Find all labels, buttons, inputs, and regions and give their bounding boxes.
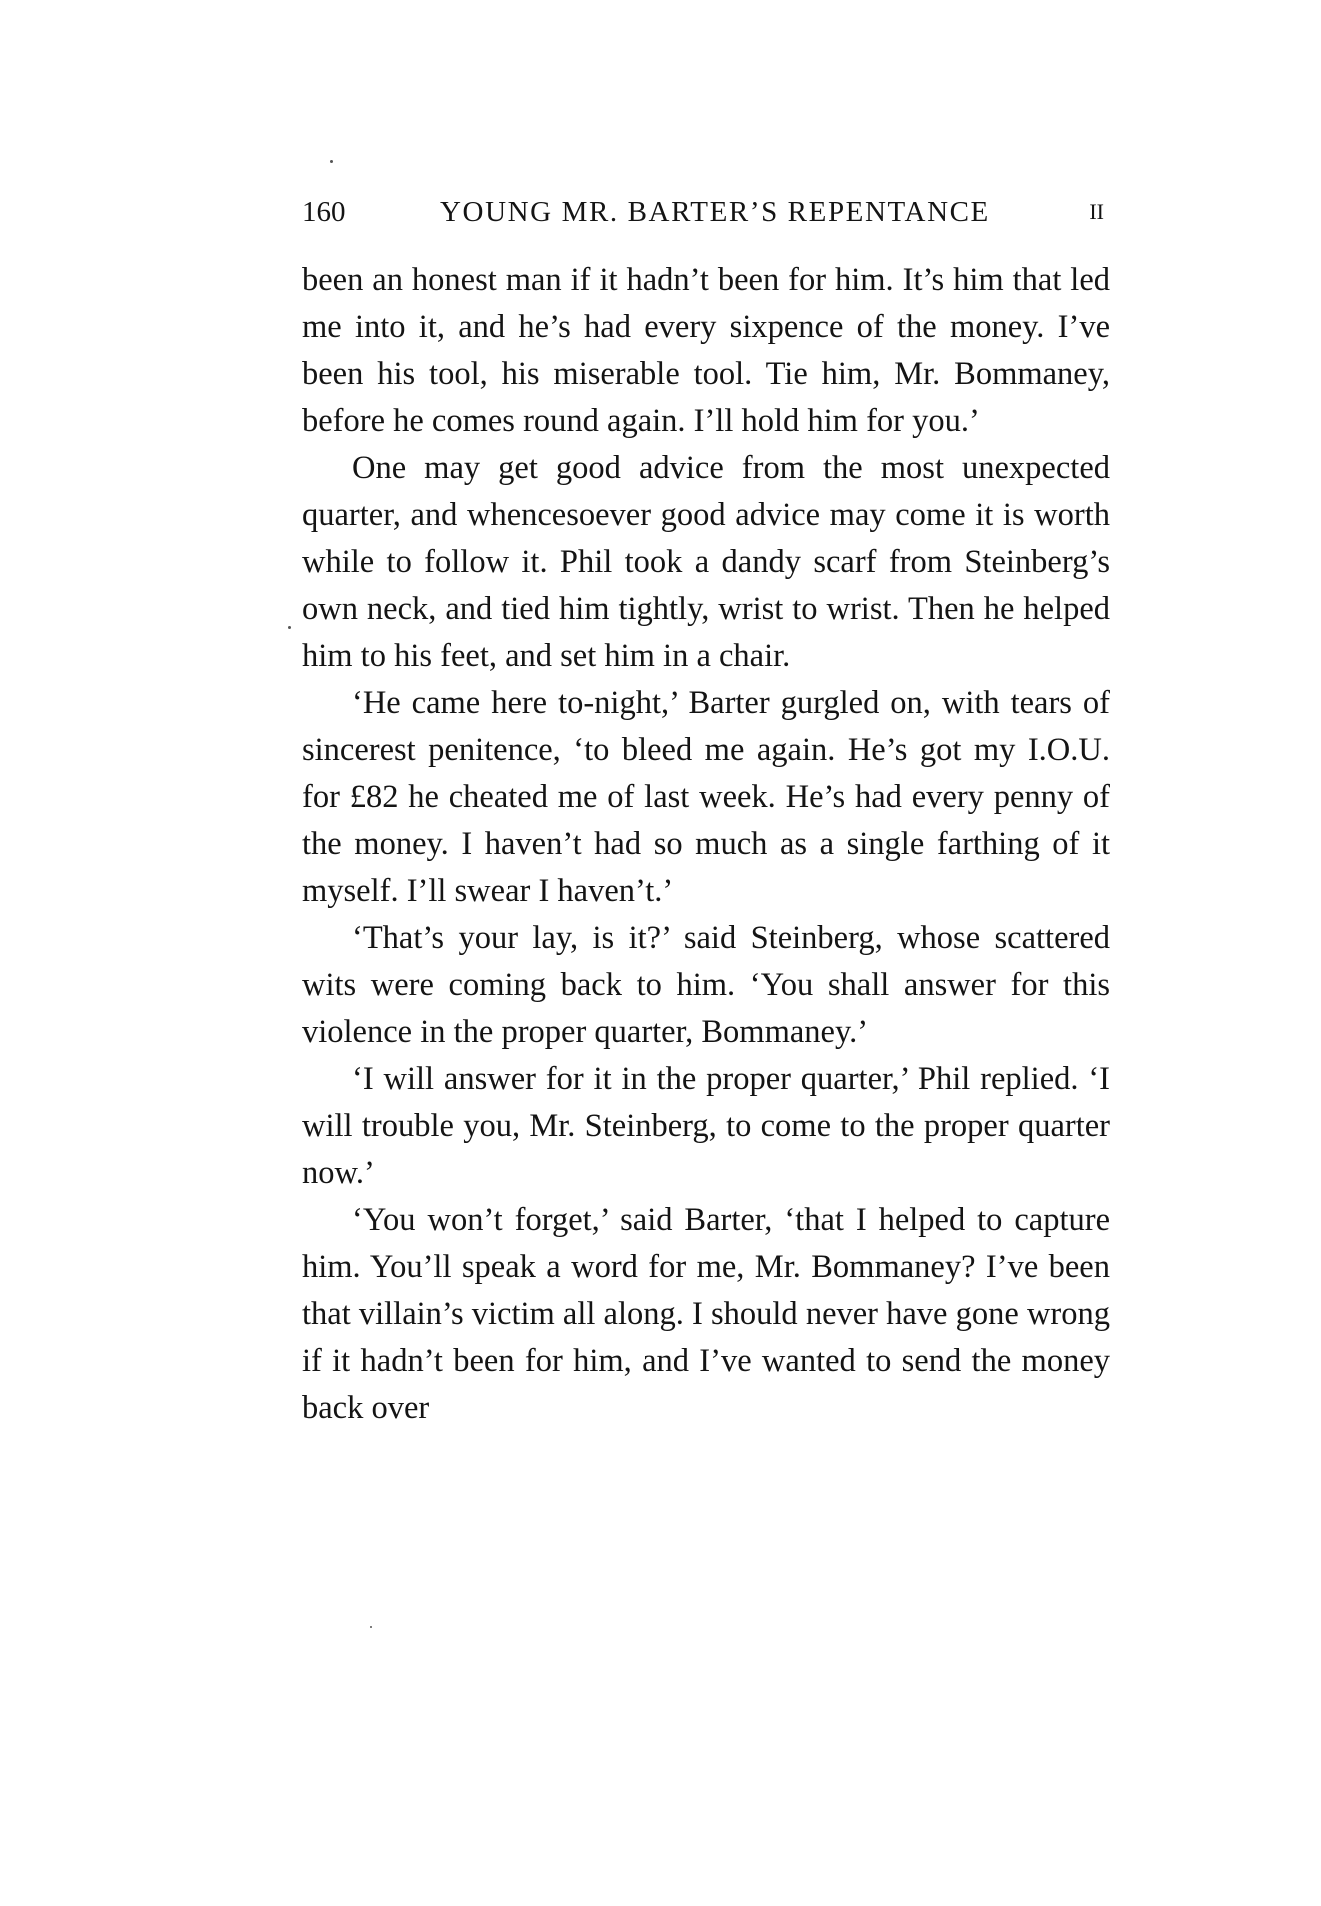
scan-speck	[288, 626, 291, 629]
paragraph: One may get good advice from the most unexpected quarter, and whencesoever good advice may come it is worth while to follow it. Phil took a dandy scarf from Steinberg’s own neck, and tied him tightly, wrist to wrist. Then he helped him to his feet, and set him in a chair.	[302, 450, 1110, 674]
paragraph-continued: been an honest man if it hadn’t been for him. It’s him that led me into it, and he’s had every sixpence of the money. I’ve been his tool, his miserable tool. Tie him, Mr. Bommaney, before he comes round again. I’ll hold him for you.’	[302, 262, 1110, 439]
paragraph: ‘You won’t forget,’ said Barter, ‘that I helped to capture him. You’ll speak a word for me, Mr. Bommaney? I’ve been that villain’s victim all along. I should never have gone wrong if it hadn’t been for him, and I’ve wanted to send the money back over	[302, 1202, 1110, 1426]
paragraph: ‘I will answer for it in the proper quarter,’ Phil replied. ‘I will trouble you, Mr. Steinberg, to come to the proper quarter now.’	[302, 1061, 1110, 1191]
scan-speck	[330, 160, 333, 163]
paragraph: ‘He came here to-night,’ Barter gurgled on, with tears of sincerest penitence, ‘to bleed me again. He’s got my I.O.U. for £82 he cheated me of last week. He’s had every penny of the money. I haven’t had so much as a single farthing of it myself. I’ll swear I haven’t.’	[302, 685, 1110, 909]
page-number: 160	[302, 196, 346, 228]
paragraph: ‘That’s your lay, is it?’ said Steinberg, whose scattered wits were coming back to him. ‘You shall answer for this violence in the proper quarter, Bommaney.’	[302, 920, 1110, 1050]
chapter-number: II	[1089, 199, 1104, 224]
scan-speck	[370, 1626, 372, 1628]
body-text	[302, 257, 1110, 1432]
running-title: YOUNG MR. BARTER’S REPENTANCE	[440, 196, 990, 228]
page-header	[302, 192, 1110, 232]
